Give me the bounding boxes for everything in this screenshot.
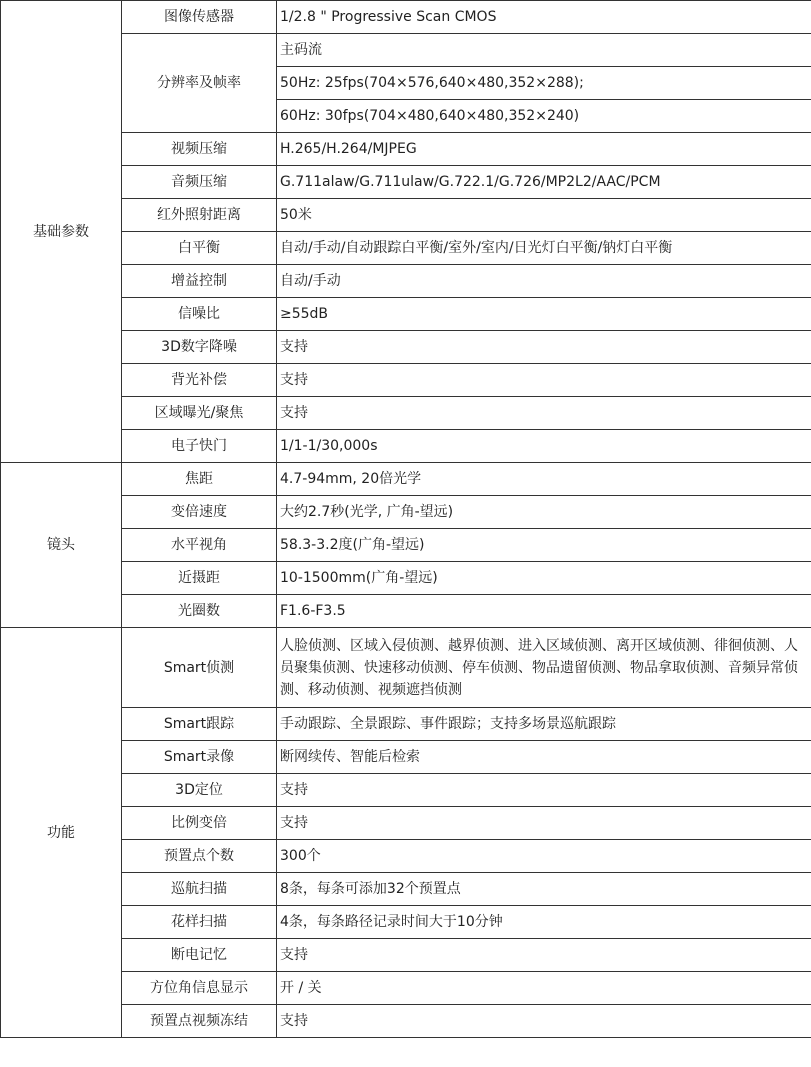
spec-item-value: 支持 <box>277 939 811 972</box>
spec-item-value: H.265/H.264/MJPEG <box>277 133 811 166</box>
spec-item-label: 3D定位 <box>122 774 277 807</box>
spec-item-label: 近摄距 <box>122 562 277 595</box>
spec-item-label: 预置点个数 <box>122 840 277 873</box>
table-row <box>1 562 811 595</box>
spec-item-label: Smart跟踪 <box>122 708 277 741</box>
spec-item-value: 支持 <box>277 1005 811 1038</box>
spec-item-value: 断网续传、智能后检索 <box>277 741 811 774</box>
spec-item-value: 1/2.8 " Progressive Scan CMOS <box>277 1 811 34</box>
table-row <box>1 133 811 166</box>
table-row <box>1 873 811 906</box>
spec-item-value: 10-1500mm(广角-望远) <box>277 562 811 595</box>
spec-item-value: 300个 <box>277 840 811 873</box>
table-row <box>1 496 811 529</box>
spec-item-value: 50米 <box>277 199 811 232</box>
table-row <box>1 972 811 1005</box>
spec-item-label: 光圈数 <box>122 595 277 628</box>
spec-item-label: 图像传感器 <box>122 1 277 34</box>
spec-item-label: 视频压缩 <box>122 133 277 166</box>
section-category: 基础参数 <box>1 1 122 463</box>
spec-item-value: 8条，每条可添加32个预置点 <box>277 873 811 906</box>
spec-item-label: 红外照射距离 <box>122 199 277 232</box>
spec-item-value: 60Hz: 30fps(704×480,640×480,352×240) <box>277 100 811 133</box>
table-row <box>1 741 811 774</box>
spec-item-label: 焦距 <box>122 463 277 496</box>
spec-item-value: 支持 <box>277 807 811 840</box>
spec-item-value: ≥55dB <box>277 298 811 331</box>
spec-item-label: 区域曝光/聚焦 <box>122 397 277 430</box>
spec-item-value: 大约2.7秒(光学, 广角-望远) <box>277 496 811 529</box>
spec-item-value: 手动跟踪、全景跟踪、事件跟踪；支持多场景巡航跟踪 <box>277 708 811 741</box>
table-row <box>1 232 811 265</box>
spec-item-value: 4条，每条路径记录时间大于10分钟 <box>277 906 811 939</box>
spec-item-label: 白平衡 <box>122 232 277 265</box>
spec-item-value: F1.6-F3.5 <box>277 595 811 628</box>
spec-item-label: 分辨率及帧率 <box>122 34 277 133</box>
spec-item-label: 比例变倍 <box>122 807 277 840</box>
spec-item-value: 自动/手动/自动跟踪白平衡/室外/室内/日光灯白平衡/钠灯白平衡 <box>277 232 811 265</box>
spec-item-value: 支持 <box>277 331 811 364</box>
table-row <box>1 166 811 199</box>
table-row <box>1 1005 811 1038</box>
spec-item-label: 音频压缩 <box>122 166 277 199</box>
spec-item-label: 断电记忆 <box>122 939 277 972</box>
spec-item-value: 自动/手动 <box>277 265 811 298</box>
spec-item-label: 方位角信息显示 <box>122 972 277 1005</box>
spec-item-value: 58.3-3.2度(广角-望远) <box>277 529 811 562</box>
spec-item-value: 开 / 关 <box>277 972 811 1005</box>
table-row <box>1 774 811 807</box>
section-category: 镜头 <box>1 463 122 628</box>
table-row <box>1 939 811 972</box>
table-row <box>1 34 811 67</box>
spec-item-value: 支持 <box>277 774 811 807</box>
spec-item-value: 1/1-1/30,000s <box>277 430 811 463</box>
spec-item-label: 信噪比 <box>122 298 277 331</box>
spec-item-label: 预置点视频冻结 <box>122 1005 277 1038</box>
table-row <box>1 840 811 873</box>
spec-item-label: 花样扫描 <box>122 906 277 939</box>
table-row <box>1 298 811 331</box>
table-row <box>1 199 811 232</box>
table-row <box>1 906 811 939</box>
spec-item-label: 增益控制 <box>122 265 277 298</box>
table-row <box>1 529 811 562</box>
table-row <box>1 331 811 364</box>
table-row <box>1 265 811 298</box>
section-category: 功能 <box>1 628 122 1038</box>
spec-item-label: 水平视角 <box>122 529 277 562</box>
spec-item-label: 变倍速度 <box>122 496 277 529</box>
spec-item-value: 支持 <box>277 397 811 430</box>
table-row <box>1 430 811 463</box>
spec-item-value: 主码流 <box>277 34 811 67</box>
table-row <box>1 708 811 741</box>
table-row <box>1 807 811 840</box>
spec-item-value: G.711alaw/G.711ulaw/G.722.1/G.726/MP2L2/AAC/PCM <box>277 166 811 199</box>
spec-item-label: Smart侦测 <box>122 628 277 708</box>
table-row <box>1 1 811 34</box>
table-row <box>1 628 811 708</box>
spec-item-value: 人脸侦测、区域入侵侦测、越界侦测、进入区域侦测、离开区域侦测、徘徊侦测、人员聚集侦测、快速移动侦测、停车侦测、物品遗留侦测、物品拿取侦测、音频异常侦测、移动侦测、视频遮挡侦测 <box>277 628 811 708</box>
spec-item-label: 3D数字降噪 <box>122 331 277 364</box>
spec-item-value: 50Hz: 25fps(704×576,640×480,352×288); <box>277 67 811 100</box>
spec-item-label: 背光补偿 <box>122 364 277 397</box>
spec-item-label: 电子快门 <box>122 430 277 463</box>
spec-item-label: Smart录像 <box>122 741 277 774</box>
spec-item-label: 巡航扫描 <box>122 873 277 906</box>
spec-item-value: 4.7-94mm, 20倍光学 <box>277 463 811 496</box>
table-row <box>1 463 811 496</box>
table-row <box>1 595 811 628</box>
spec-table-body <box>1 1 811 1038</box>
table-row <box>1 397 811 430</box>
table-row <box>1 364 811 397</box>
spec-item-value: 支持 <box>277 364 811 397</box>
